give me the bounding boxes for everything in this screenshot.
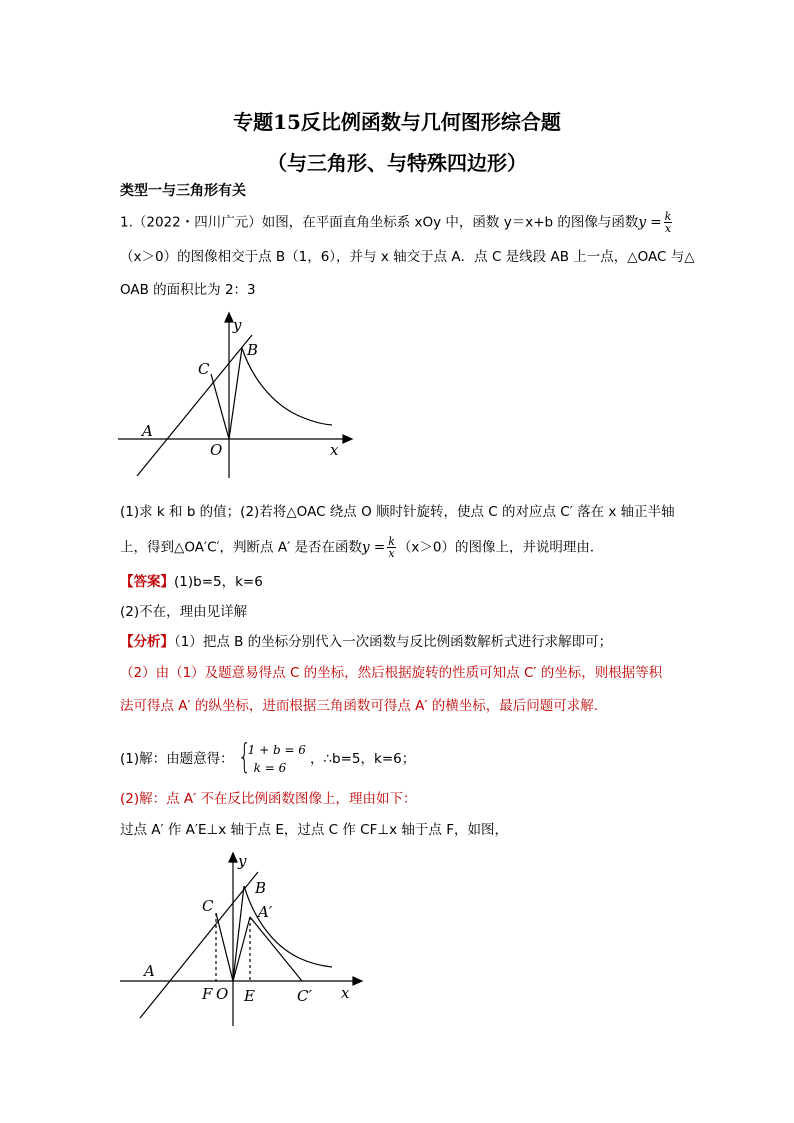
label-f: F bbox=[202, 985, 213, 1003]
equation-1: 1 + b = 6 bbox=[247, 743, 306, 757]
x-axis-arrow bbox=[343, 435, 352, 443]
solution-part-2: (2)解：点 A′ 不在反比例函数图像上，理由如下： bbox=[120, 791, 417, 807]
function-y-2: y = bbox=[361, 539, 386, 556]
equation-system: { 1 + b = 6 k = 6 bbox=[237, 737, 306, 777]
question-line-2 bbox=[120, 536, 603, 559]
analysis-line-1 bbox=[120, 633, 612, 651]
label-x: x bbox=[330, 441, 339, 459]
problem-line-2: （x＞0）的图像相交于点 B（1，6），并与 x 轴交于点 A．点 C 是线段 AB 上一点，△OAC 与△ bbox=[120, 249, 695, 265]
question-text-2a: 上，得到△OA′C′，判断点 A′ 是否在函数 bbox=[120, 539, 362, 556]
label-e: E bbox=[244, 987, 255, 1005]
analysis-line-2: （2）由（1）及题意易得点 C 的坐标，然后根据旋转的性质可知点 C′ 的坐标，则根据等积 bbox=[120, 665, 663, 681]
analysis-label: 【分析】 bbox=[120, 634, 174, 650]
label-o: O bbox=[210, 441, 223, 459]
answer-line-1 bbox=[120, 573, 263, 591]
label-o-2: O bbox=[216, 985, 229, 1003]
y-axis-arrow bbox=[225, 313, 233, 322]
section-heading: 类型一与三角形有关 bbox=[120, 183, 246, 199]
fraction-k-over-x: $\frac{k}{x}$ bbox=[664, 210, 672, 235]
solution-part-1 bbox=[120, 737, 416, 777]
problem-line-1 bbox=[120, 211, 674, 234]
label-y: y bbox=[233, 316, 242, 334]
problem-line-3: OAB 的面积比为 2：3 bbox=[120, 282, 256, 298]
segment-oa-prime bbox=[233, 917, 250, 981]
line-ab-2 bbox=[140, 872, 258, 1018]
function-y: y = bbox=[638, 214, 662, 231]
problem-text-1: 1.（2022・四川广元）如图，在平面直角坐标系 xOy 中，函数 y＝x+b 的图像与函数 bbox=[120, 214, 639, 231]
answer-label: 【答案】 bbox=[120, 574, 174, 590]
line-ab bbox=[137, 335, 252, 476]
segment-co-2 bbox=[216, 913, 233, 981]
figure-1 bbox=[112, 308, 362, 478]
equation-2: k = 6 bbox=[253, 761, 287, 775]
label-a-prime: A′ bbox=[258, 903, 273, 921]
segment-a-prime-c-prime bbox=[250, 917, 302, 981]
answer-line-2: (2)不在，理由见详解 bbox=[120, 604, 248, 620]
solution-part1-suffix: ，∴b=5，k=6； bbox=[309, 751, 416, 767]
label-b: B bbox=[247, 341, 259, 359]
hyperbola-curve bbox=[242, 348, 332, 425]
label-x-2: x bbox=[341, 984, 350, 1002]
analysis-text-1: （1）把点 B 的坐标分别代入一次函数与反比例函数解析式进行求解即可； bbox=[174, 634, 613, 650]
label-a: A bbox=[142, 422, 153, 440]
label-a-2: A bbox=[144, 962, 155, 980]
segment-co bbox=[211, 374, 229, 439]
figure-2 bbox=[112, 848, 372, 1028]
fraction-k-over-x-2: $\frac{k}{x}$ bbox=[388, 535, 395, 560]
solution-part1-prefix: (1)解：由题意得： bbox=[120, 751, 234, 767]
page-title: 专题15反比例函数与几何图形综合题 bbox=[233, 110, 561, 134]
label-c-2: C bbox=[202, 897, 214, 915]
label-b-2: B bbox=[255, 879, 267, 897]
analysis-line-3: 法可得点 A′ 的纵坐标，进而根据三角函数可得点 A′ 的横坐标，最后问题可求解. bbox=[120, 698, 599, 714]
label-y-2: y bbox=[238, 852, 247, 870]
page-subtitle: （与三角形、与特殊四边形） bbox=[267, 151, 527, 175]
label-c-prime: C′ bbox=[297, 987, 312, 1005]
solution-part-3: 过点 A′ 作 A′E⊥x 轴于点 E，过点 C 作 CF⊥x 轴于点 F，如图， bbox=[120, 822, 508, 838]
x-axis-arrow-2 bbox=[353, 977, 362, 985]
question-text-2b: （x＞0）的图像上，并说明理由． bbox=[397, 539, 604, 556]
question-line-1: (1)求 k 和 b 的值；(2)若将△OAC 绕点 O 顺时针旋转，使点 C 的对应点 C′ 落在 x 轴正半轴 bbox=[120, 504, 675, 520]
label-c: C bbox=[198, 360, 210, 378]
answer-text-1: (1)b=5，k=6 bbox=[174, 574, 263, 590]
y-axis-arrow-2 bbox=[229, 853, 237, 862]
